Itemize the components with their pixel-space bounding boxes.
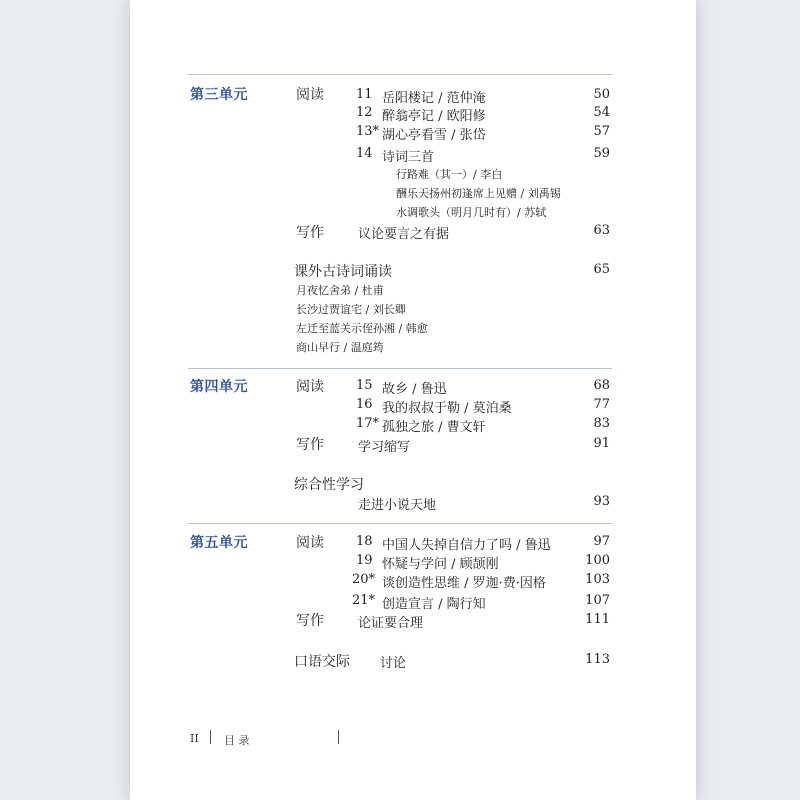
toc-page bbox=[130, 0, 696, 800]
writing-title[interactable]: 论证要合理 bbox=[358, 616, 424, 631]
poem-entry[interactable]: 水调歌头（明月几时有）/ 苏轼 bbox=[396, 206, 547, 219]
writing-title[interactable]: 议论要言之有据 bbox=[358, 227, 450, 242]
oral-title[interactable]: 讨论 bbox=[380, 656, 407, 671]
extra-reading-title[interactable]: 课外古诗词诵读 bbox=[294, 264, 392, 280]
poem-entry[interactable]: 行路难（其一）/ 李白 bbox=[396, 168, 503, 181]
lesson-number: 17* bbox=[356, 416, 380, 431]
unit-divider bbox=[188, 74, 612, 75]
section-label-oral: 口语交际 bbox=[294, 654, 350, 670]
page-number: 111 bbox=[585, 612, 610, 627]
section-label-writing: 写作 bbox=[296, 613, 324, 629]
lesson-number: 13* bbox=[356, 124, 380, 139]
lesson-title[interactable]: 岳阳楼记 / 范仲淹 bbox=[382, 91, 486, 106]
comprehensive-study-title: 综合性学习 bbox=[294, 477, 364, 493]
extra-poem-entry[interactable]: 月夜忆舍弟 / 杜甫 bbox=[296, 284, 384, 297]
lesson-title[interactable]: 中国人失掉自信力了吗 / 鲁迅 bbox=[382, 538, 551, 553]
lesson-title[interactable]: 怀疑与学问 / 顾颉刚 bbox=[382, 557, 499, 572]
unit-title: 第三单元 bbox=[190, 87, 248, 103]
section-label-reading: 阅读 bbox=[296, 379, 324, 395]
lesson-number: 19 bbox=[356, 553, 373, 568]
unit-title: 第五单元 bbox=[190, 535, 248, 551]
section-label-writing: 写作 bbox=[296, 437, 324, 453]
page-number: 97 bbox=[593, 534, 610, 549]
unit-title: 第四单元 bbox=[190, 379, 248, 395]
page-number: 103 bbox=[585, 572, 610, 587]
page-number: 91 bbox=[593, 436, 610, 451]
page-number: 59 bbox=[593, 146, 610, 161]
lesson-title[interactable]: 诗词三首 bbox=[382, 150, 435, 165]
unit-divider bbox=[188, 368, 612, 369]
lesson-title[interactable]: 醉翁亭记 / 欧阳修 bbox=[382, 109, 486, 124]
poem-entry[interactable]: 酬乐天扬州初逢席上见赠 / 刘禹锡 bbox=[396, 187, 561, 200]
lesson-title[interactable]: 故乡 / 鲁迅 bbox=[382, 382, 447, 397]
lesson-number: 16 bbox=[356, 397, 373, 412]
page-number: 65 bbox=[593, 262, 610, 277]
lesson-title[interactable]: 创造宣言 / 陶行知 bbox=[382, 597, 486, 612]
extra-poem-entry[interactable]: 长沙过贾谊宅 / 刘长卿 bbox=[296, 303, 406, 316]
extra-poem-entry[interactable]: 左迁至蓝关示侄孙湘 / 韩愈 bbox=[296, 322, 428, 335]
lesson-number: 12 bbox=[356, 105, 373, 120]
lesson-number: 14 bbox=[356, 146, 373, 161]
page-number: 63 bbox=[593, 223, 610, 238]
lesson-title[interactable]: 我的叔叔于勒 / 莫泊桑 bbox=[382, 401, 512, 416]
page-number: 100 bbox=[585, 553, 610, 568]
lesson-number: 20* bbox=[352, 572, 376, 587]
footer-page-number: II bbox=[190, 732, 199, 745]
lesson-title[interactable]: 孤独之旅 / 曹文轩 bbox=[382, 420, 486, 435]
page-number: 50 bbox=[593, 87, 610, 102]
footer-divider bbox=[338, 730, 339, 744]
lesson-number: 11 bbox=[356, 87, 373, 102]
lesson-title[interactable]: 谈创造性思维 / 罗迦·费·因格 bbox=[382, 576, 546, 591]
page-number: 83 bbox=[593, 416, 610, 431]
section-label-writing: 写作 bbox=[296, 225, 324, 241]
comprehensive-study-item[interactable]: 走进小说天地 bbox=[358, 498, 437, 513]
page-number: 113 bbox=[585, 652, 610, 667]
section-label-reading: 阅读 bbox=[296, 87, 324, 103]
page-number: 68 bbox=[593, 378, 610, 393]
section-label-reading: 阅读 bbox=[296, 535, 324, 551]
lesson-number: 18 bbox=[356, 534, 373, 549]
page-number: 54 bbox=[593, 105, 610, 120]
lesson-title[interactable]: 湖心亭看雪 / 张岱 bbox=[382, 128, 486, 143]
page-number: 93 bbox=[593, 494, 610, 509]
unit-divider bbox=[188, 523, 612, 524]
footer-divider bbox=[210, 730, 211, 744]
page-number: 107 bbox=[585, 593, 610, 608]
footer-label: 目 录 bbox=[224, 734, 250, 747]
lesson-number: 15 bbox=[356, 378, 373, 393]
writing-title[interactable]: 学习缩写 bbox=[358, 440, 411, 455]
extra-poem-entry[interactable]: 商山早行 / 温庭筠 bbox=[296, 341, 384, 354]
lesson-number: 21* bbox=[352, 593, 376, 608]
page-number: 77 bbox=[593, 397, 610, 412]
page-number: 57 bbox=[593, 124, 610, 139]
